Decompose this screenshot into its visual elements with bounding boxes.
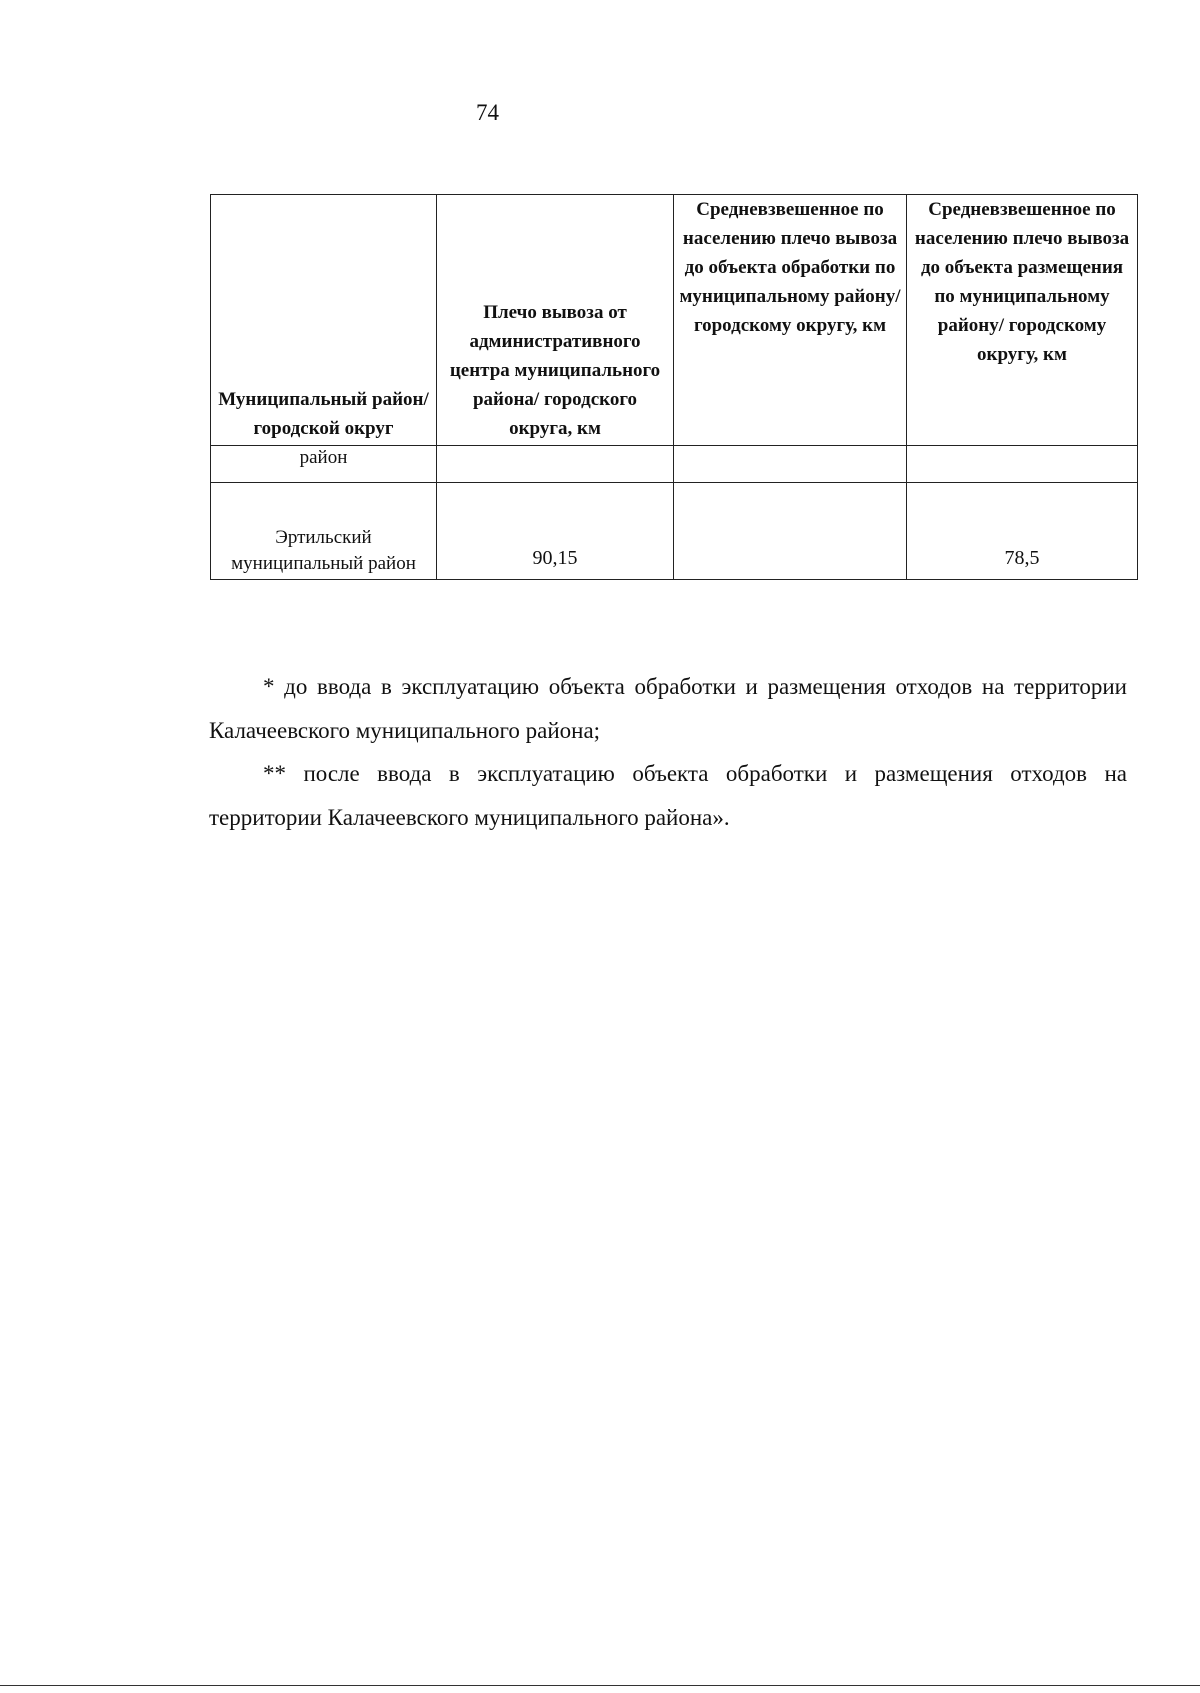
header-placement-shoulder: Средневзвешенное по населению плечо вывоза до объекта размещения по муниципальному району/ городскому округу, км: [907, 195, 1138, 446]
table-header-row: [211, 195, 1138, 446]
footnote-before-commissioning: * до ввода в эксплуатацию объекта обработки и размещения отходов на территории Калачеевского муниципального района;: [209, 674, 1127, 743]
footnote-after-commissioning: ** после ввода в эксплуатацию объекта обработки и размещения отходов на территории Калачеевского муниципального района».: [209, 761, 1127, 830]
footnotes: [209, 665, 1127, 839]
bottom-divider: [0, 1685, 1200, 1686]
cell-municipality: Эртильский муниципальный район: [211, 483, 437, 580]
cell-transport-shoulder: 90,15: [437, 483, 674, 580]
table-row: [211, 446, 1138, 483]
cell-placement-shoulder: [907, 446, 1138, 483]
cell-processing-shoulder: [674, 446, 907, 483]
header-transport-shoulder: Плечо вывоза от административного центра муниципального района/ городского округа, км: [437, 195, 674, 446]
table-row: [211, 483, 1138, 580]
cell-placement-shoulder: 78,5: [907, 483, 1138, 580]
cell-processing-shoulder: [674, 483, 907, 580]
page-number: 74: [476, 100, 499, 125]
waste-transport-table: [210, 194, 1138, 580]
cell-municipality: район: [211, 446, 437, 483]
cell-transport-shoulder: [437, 446, 674, 483]
header-municipality: Муниципальный район/ городской округ: [211, 195, 437, 446]
header-processing-shoulder: Средневзвешенное по населению плечо вывоза до объекта обработки по муниципальному району/ городскому округу, км: [674, 195, 907, 446]
